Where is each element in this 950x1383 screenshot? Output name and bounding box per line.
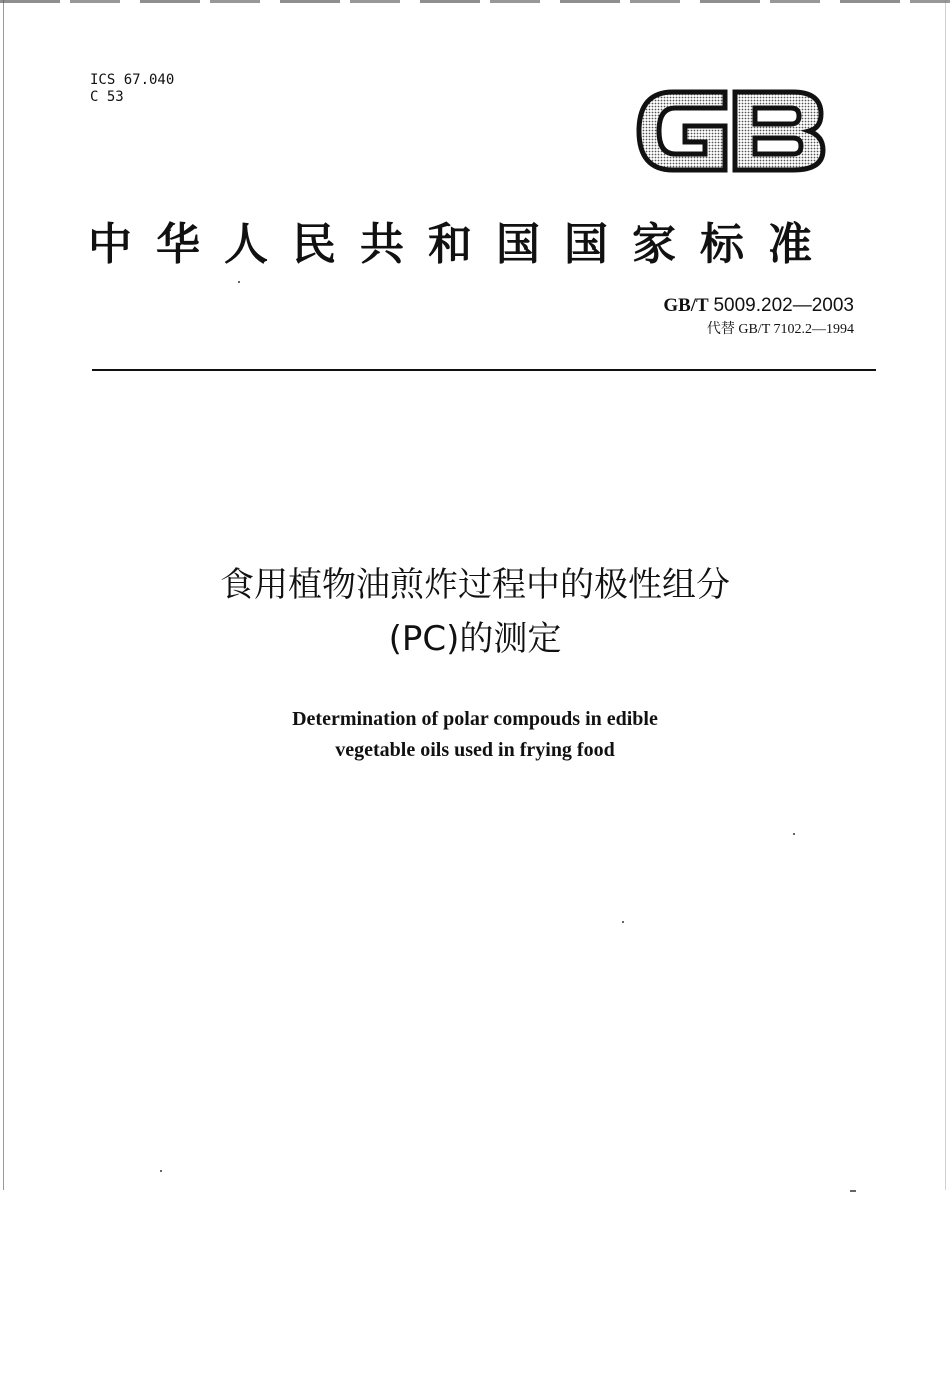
english-title-line-1: Determination of polar compouds in edible (292, 708, 658, 730)
scan-speck (160, 1170, 162, 1172)
english-title-line-2: vegetable oils used in frying food (335, 739, 615, 761)
scan-speck (793, 833, 795, 835)
scan-speck (238, 281, 240, 283)
scan-speck (850, 1190, 856, 1192)
chinese-title-line-2: (PC)的测定 (388, 619, 562, 659)
scan-speck (622, 921, 624, 923)
classification-block (90, 72, 174, 106)
replaces-note: 代替 GB/T 7102.2—1994 (706, 322, 854, 337)
ics-code: ICS 67.040 (90, 72, 175, 88)
standard-prefix: GB/T (663, 295, 709, 316)
national-standard-heading: 中华人民共和国国家标准 (88, 219, 836, 270)
chinese-title (0, 558, 950, 666)
standard-code: 5009.202—2003 (713, 295, 854, 316)
scan-edge-top (0, 0, 950, 3)
ccs-code: C 53 (90, 89, 124, 105)
standard-number-block (663, 295, 854, 338)
standard-number (663, 295, 854, 317)
english-title (0, 704, 950, 766)
chinese-title-line-1: 食用植物油煎炸过程中的极性组分 (220, 565, 730, 605)
gb-logo (633, 84, 829, 178)
header-divider (92, 369, 876, 371)
